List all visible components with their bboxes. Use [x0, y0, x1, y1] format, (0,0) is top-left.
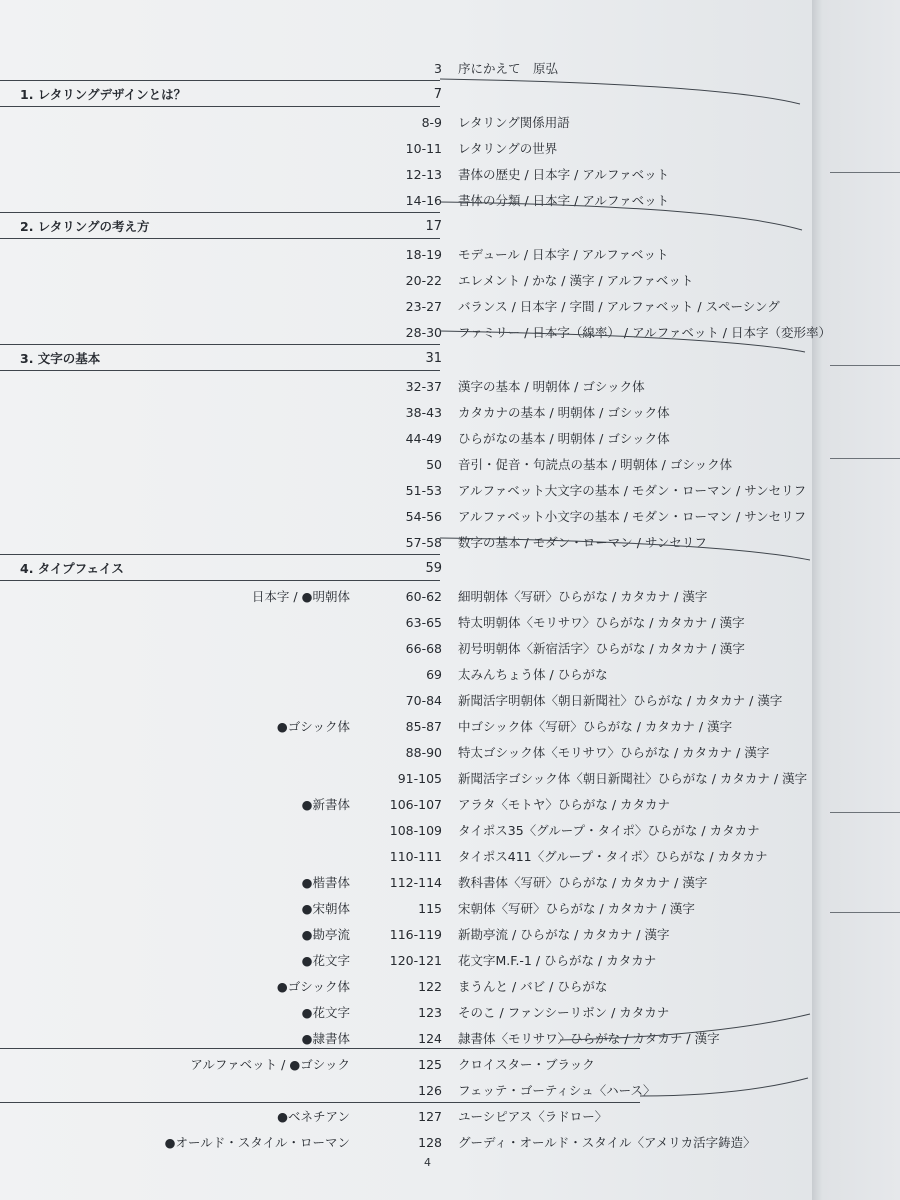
toc-entry[interactable]	[0, 818, 812, 844]
toc-entry[interactable]	[0, 242, 812, 268]
section-page: 17	[425, 219, 442, 234]
entry-title: 書体の分類 / 日本字 / アルファベット	[458, 193, 670, 208]
page-number: 4	[424, 1156, 431, 1169]
entry-title: タイポス411〈グループ・タイポ〉ひらがな / カタカナ	[458, 849, 768, 864]
toc-entry[interactable]	[0, 688, 812, 714]
entry-title: 序にかえて 原弘	[458, 61, 559, 76]
entry-title: アルファベット大文字の基本 / モダン・ローマン / サンセリフ	[458, 483, 807, 498]
page-range: 18-19	[405, 247, 442, 262]
toc-entry[interactable]	[0, 1078, 812, 1104]
toc-entry[interactable]	[0, 110, 812, 136]
toc-entry[interactable]	[0, 948, 812, 974]
category-label: ●ベネチアン	[277, 1109, 350, 1124]
section-heading[interactable]	[0, 82, 812, 108]
page-range: 12-13	[405, 167, 442, 182]
section-page: 59	[425, 561, 442, 576]
toc-entry[interactable]	[0, 162, 812, 188]
entry-title: ファミリー / 日本字（線率） / アルファベット / 日本字（変形率）	[458, 325, 831, 340]
entry-title: フェッテ・ゴーティシュ〈ハース〉	[458, 1083, 656, 1098]
section-divider	[0, 554, 440, 555]
page-range: 63-65	[405, 615, 442, 630]
section-divider	[0, 80, 440, 81]
toc-entry[interactable]	[0, 294, 812, 320]
entry-title: アルファベット小文字の基本 / モダン・ローマン / サンセリフ	[458, 509, 807, 524]
toc-entry[interactable]	[0, 320, 831, 346]
category-label: ●ゴシック体	[276, 979, 350, 994]
toc-entry[interactable]	[0, 136, 812, 162]
page-range: 120-121	[389, 953, 442, 968]
page-edge-mark	[830, 172, 900, 173]
entry-title: クロイスター・ブラック	[458, 1057, 595, 1072]
page-range: 70-84	[405, 693, 442, 708]
page-range: 51-53	[405, 483, 442, 498]
page-range: 66-68	[405, 641, 442, 656]
toc-entry[interactable]	[0, 844, 812, 870]
toc-entry[interactable]	[0, 400, 812, 426]
page-range: 126	[418, 1083, 442, 1098]
toc-entry[interactable]	[0, 504, 812, 530]
entry-title: 宋朝体〈写研〉ひらがな / カタカナ / 漢字	[458, 901, 695, 916]
entry-title: 新聞活字明朝体〈朝日新聞社〉ひらがな / カタカナ / 漢字	[458, 693, 783, 708]
entry-title: カタカナの基本 / 明朝体 / ゴシック体	[458, 405, 670, 420]
page-range: 20-22	[405, 273, 442, 288]
section-title: 4. タイプフェイス	[20, 561, 124, 576]
entry-title: グーディ・オールド・スタイル〈アメリカ活字鋳造〉	[458, 1135, 756, 1150]
page-range: 23-27	[405, 299, 442, 314]
entry-title: 特太明朝体〈モリサワ〉ひらがな / カタカナ / 漢字	[458, 615, 745, 630]
entry-title: レタリング関係用語	[458, 115, 570, 130]
entry-title: アラタ〈モトヤ〉ひらがな / カタカナ	[458, 797, 671, 812]
page-range: 88-90	[405, 745, 442, 760]
category-label: ●花文字	[301, 1005, 350, 1020]
entry-title: タイポス35〈グループ・タイポ〉ひらがな / カタカナ	[458, 823, 760, 838]
toc-entry[interactable]	[0, 188, 812, 214]
section-page: 7	[433, 87, 442, 102]
page-range: 28-30	[405, 325, 442, 340]
entry-title: まうんと / バビ / ひらがな	[458, 979, 608, 994]
toc-entry[interactable]	[0, 1052, 812, 1078]
toc-entry[interactable]	[0, 1000, 812, 1026]
toc-entry[interactable]	[0, 740, 812, 766]
toc-entry[interactable]	[0, 374, 812, 400]
category-label: ●勘亭流	[301, 927, 350, 942]
section-underline	[0, 238, 440, 239]
toc-entry[interactable]	[0, 792, 812, 818]
page-edge-mark	[830, 812, 900, 813]
page-range: 38-43	[405, 405, 442, 420]
entry-title: モデュール / 日本字 / アルファベット	[458, 247, 669, 262]
category-label: ●隷書体	[301, 1031, 350, 1046]
category-label: 日本字 / ●明朝体	[251, 589, 350, 604]
entry-title: レタリングの世界	[458, 141, 558, 156]
page-edge-mark	[830, 365, 900, 366]
section-heading[interactable]	[0, 214, 812, 240]
toc-entry[interactable]	[0, 974, 812, 1000]
toc-entry[interactable]	[0, 922, 812, 948]
toc-entry[interactable]	[0, 1104, 812, 1130]
group-divider	[0, 1048, 640, 1049]
section-page: 31	[425, 351, 442, 366]
toc-entry[interactable]	[0, 530, 812, 556]
entry-title: 太みんちょう体 / ひらがな	[458, 667, 608, 682]
toc-entry[interactable]	[0, 662, 812, 688]
page-range: 108-109	[389, 823, 442, 838]
page-range: 14-16	[405, 193, 442, 208]
page-range: 44-49	[405, 431, 442, 446]
entry-title: 中ゴシック体〈写研〉ひらがな / カタカナ / 漢字	[458, 719, 733, 734]
toc-entry[interactable]	[0, 478, 812, 504]
page-range: 91-105	[397, 771, 442, 786]
page-range: 128	[418, 1135, 442, 1150]
category-label: ●楷書体	[301, 875, 350, 890]
entry-title: 特太ゴシック体〈モリサワ〉ひらがな / カタカナ / 漢字	[458, 745, 770, 760]
page-range: 32-37	[405, 379, 442, 394]
entry-title: 初号明朝体〈新宿活字〉ひらがな / カタカナ / 漢字	[458, 641, 745, 656]
page-range: 110-111	[389, 849, 442, 864]
section-heading[interactable]	[0, 346, 812, 372]
page-range: 69	[426, 667, 442, 682]
page-range: 115	[418, 901, 442, 916]
page-range: 127	[418, 1109, 442, 1124]
entry-title: そのこ / ファンシーリボン / カタカナ	[458, 1005, 670, 1020]
page-range: 106-107	[389, 797, 442, 812]
toc-entry[interactable]	[0, 584, 812, 610]
entry-title: 新聞活字ゴシック体〈朝日新聞社〉ひらがな / カタカナ / 漢字	[458, 771, 808, 786]
entry-title: エレメント / かな / 漢字 / アルファベット	[458, 273, 694, 288]
entry-title: 細明朝体〈写研〉ひらがな / カタカナ / 漢字	[458, 589, 708, 604]
entry-title: 書体の歴史 / 日本字 / アルファベット	[458, 167, 670, 182]
section-underline	[0, 370, 440, 371]
page-range: 57-58	[405, 535, 442, 550]
page-edge-mark	[830, 912, 900, 913]
entry-title: ひらがなの基本 / 明朝体 / ゴシック体	[458, 431, 670, 446]
page-edge-mark	[830, 458, 900, 459]
page-range: 125	[418, 1057, 442, 1072]
section-divider	[0, 344, 440, 345]
toc-entry[interactable]	[0, 870, 812, 896]
toc-entry[interactable]	[0, 636, 812, 662]
entry-title: ユーシピアス〈ラドロー〉	[458, 1109, 608, 1124]
page-range: 124	[418, 1031, 442, 1046]
toc-entry[interactable]	[0, 896, 812, 922]
section-heading[interactable]	[0, 556, 812, 582]
group-divider	[0, 1102, 640, 1103]
toc-entry[interactable]	[0, 714, 812, 740]
page-range: 50	[426, 457, 442, 472]
entry-title: 隷書体〈モリサワ〉ひらがな / カタカナ / 漢字	[458, 1031, 720, 1046]
section-title: 1. レタリングデザインとは？	[20, 87, 187, 102]
category-label: ●花文字	[301, 953, 350, 968]
toc-entry[interactable]	[0, 56, 812, 82]
toc-entry[interactable]	[0, 610, 812, 636]
page-range: 54-56	[405, 509, 442, 524]
category-label: ●オールド・スタイル・ローマン	[164, 1135, 350, 1150]
toc-entry[interactable]	[0, 766, 812, 792]
section-title: 3. 文字の基本	[20, 351, 101, 366]
entry-title: 新勘亭流 / ひらがな / カタカナ / 漢字	[458, 927, 670, 942]
toc-entry[interactable]	[0, 1130, 812, 1156]
page-range: 85-87	[405, 719, 442, 734]
toc-entry[interactable]	[0, 426, 812, 452]
category-label: ●ゴシック体	[276, 719, 350, 734]
page-range: 123	[418, 1005, 442, 1020]
entry-title: 音引・促音・句読点の基本 / 明朝体 / ゴシック体	[458, 457, 733, 472]
toc-entry[interactable]	[0, 268, 812, 294]
entry-title: バランス / 日本字 / 字間 / アルファベット / スペーシング	[458, 299, 780, 314]
category-label: アルファベット / ●ゴシック	[190, 1057, 350, 1072]
entry-title: 花文字M.F.-1 / ひらがな / カタカナ	[458, 953, 657, 968]
page-range: 10-11	[405, 141, 442, 156]
book-page-right	[812, 0, 900, 1200]
page-range: 122	[418, 979, 442, 994]
category-label: ●宋朝体	[301, 901, 350, 916]
page-range: 3	[434, 61, 442, 76]
section-divider	[0, 212, 440, 213]
section-underline	[0, 580, 440, 581]
section-underline	[0, 106, 440, 107]
entry-title: 数字の基本 / モダン・ローマン / サンセリフ	[458, 535, 707, 550]
category-label: ●新書体	[301, 797, 350, 812]
page-range: 8-9	[421, 115, 442, 130]
entry-title: 漢字の基本 / 明朝体 / ゴシック体	[458, 379, 645, 394]
page-range: 60-62	[405, 589, 442, 604]
page-range: 112-114	[389, 875, 442, 890]
section-title: 2. レタリングの考え方	[20, 219, 150, 234]
entry-title: 教科書体〈写研〉ひらがな / カタカナ / 漢字	[458, 875, 708, 890]
toc-entry[interactable]	[0, 452, 812, 478]
page-range: 116-119	[389, 927, 442, 942]
